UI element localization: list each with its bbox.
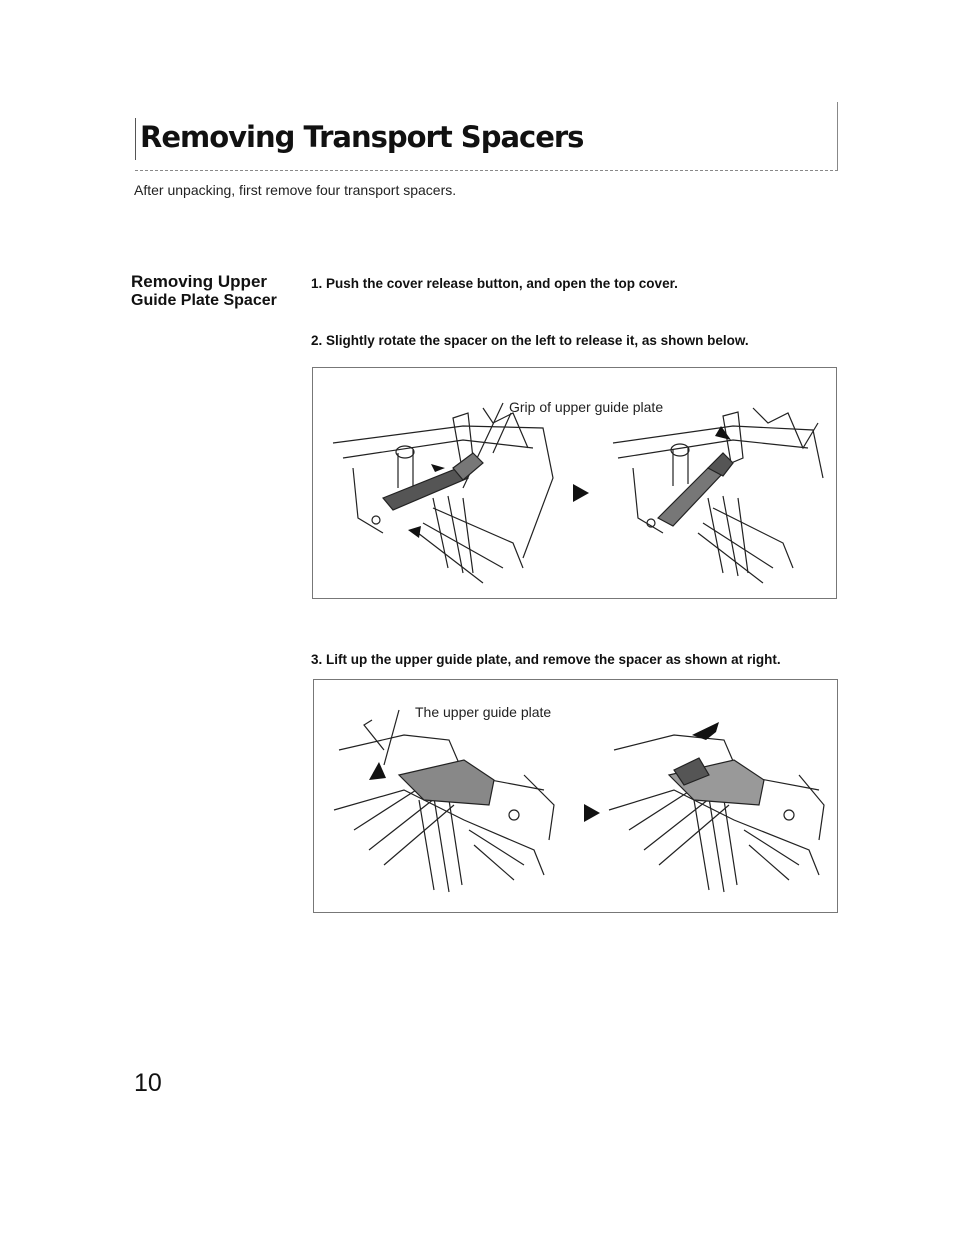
step-2-instruction: 2. Slightly rotate the spacer on the left to release it, as shown below. <box>311 333 749 348</box>
section-heading-line2: Guide Plate Spacer <box>131 292 277 309</box>
step-1-instruction: 1. Push the cover release button, and open the top cover. <box>311 276 678 291</box>
figure-lift-guide-plate-illustration <box>314 680 837 912</box>
intro-text: After unpacking, first remove four transport spacers. <box>134 182 457 198</box>
title-rule-left <box>135 118 136 160</box>
figure-2-caption: The upper guide plate <box>415 704 552 720</box>
page-title: Removing Transport Spacers <box>140 120 584 154</box>
figure-1-caption: Grip of upper guide plate <box>509 399 664 415</box>
left-arrow-icon <box>431 464 445 472</box>
page-number: 10 <box>134 1069 162 1097</box>
right-triangle-arrow-icon <box>573 484 589 502</box>
title-rule-right <box>837 102 838 170</box>
right-triangle-arrow-icon <box>584 804 600 822</box>
step-3-instruction: 3. Lift up the upper guide plate, and remove the spacer as shown at right. <box>311 652 781 667</box>
title-underline <box>135 170 838 171</box>
up-arrow-icon <box>369 762 386 780</box>
figure-lift-guide-plate <box>313 679 838 913</box>
figure-rotate-spacer <box>312 367 837 599</box>
section-heading-line1: Removing Upper <box>131 272 268 291</box>
down-right-arrow-icon <box>408 526 421 538</box>
section-heading <box>131 272 301 310</box>
